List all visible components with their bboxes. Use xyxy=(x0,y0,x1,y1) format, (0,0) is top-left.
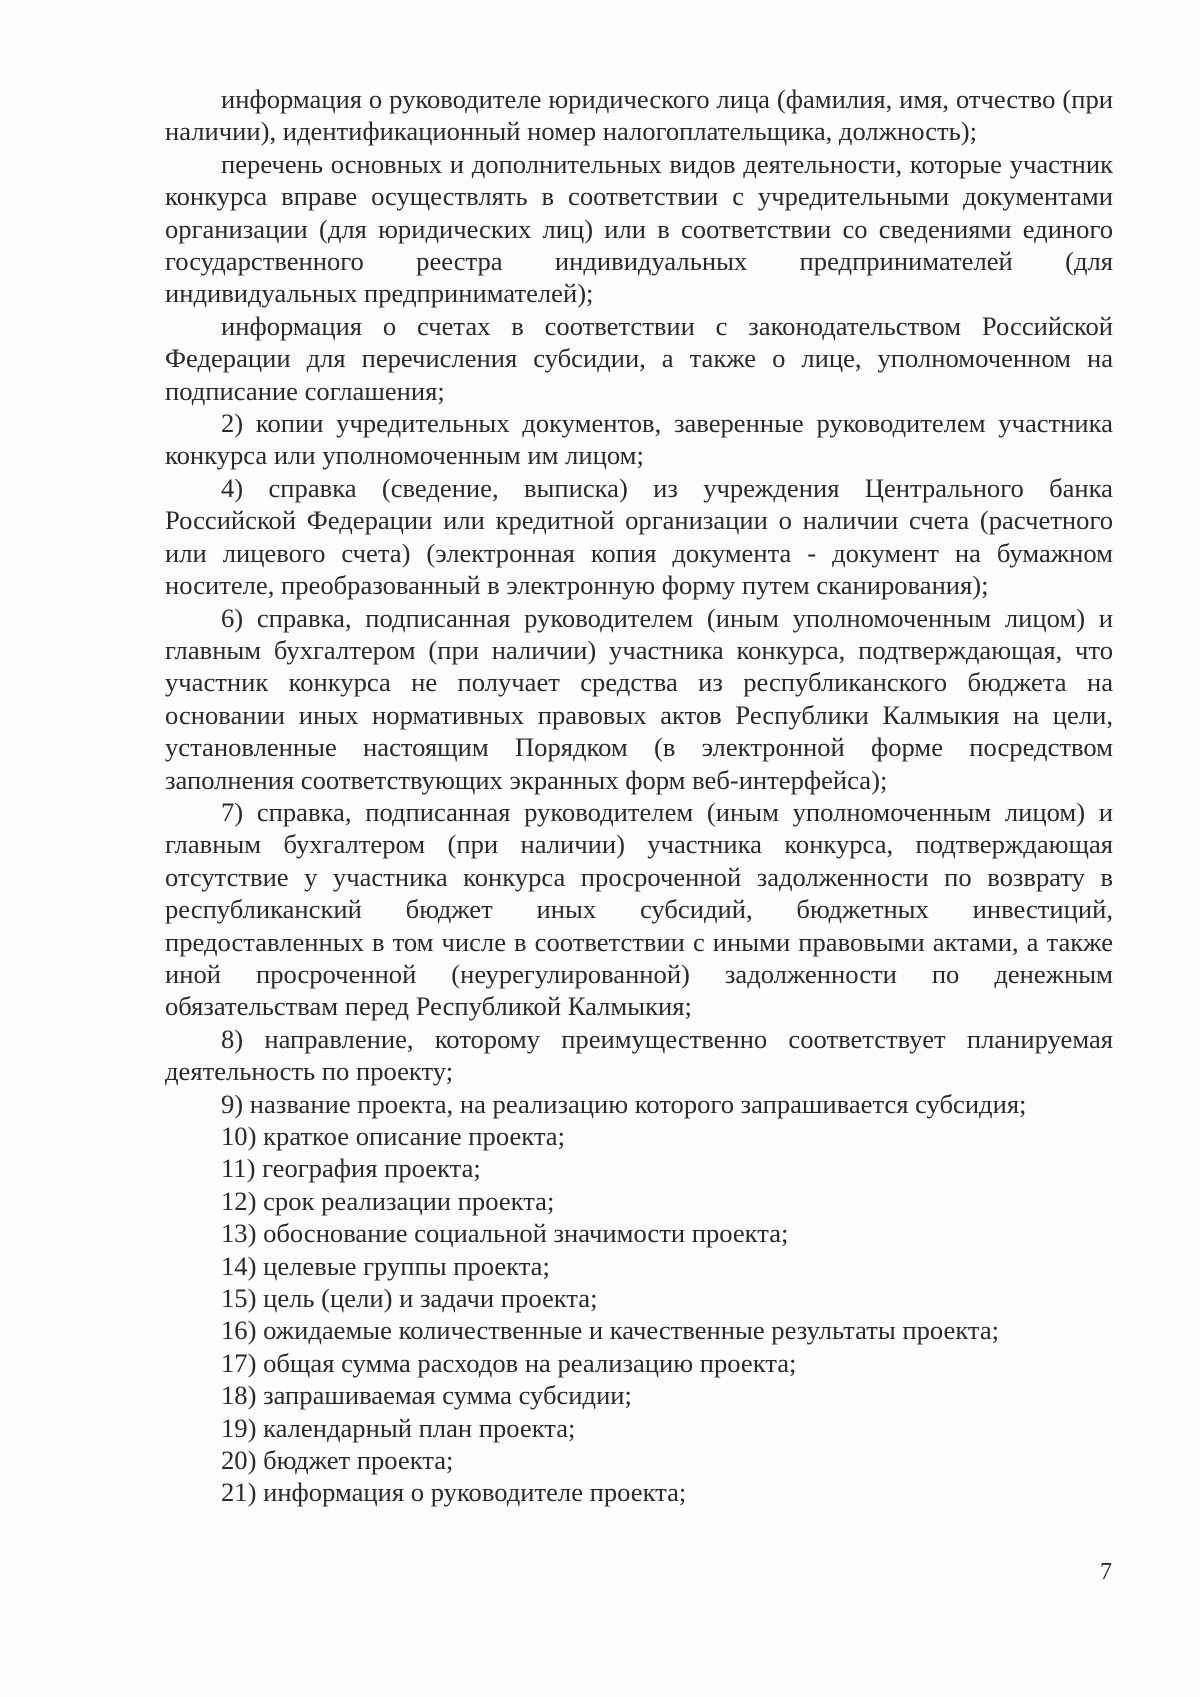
list-item-11: 11) география проекта; xyxy=(221,1153,481,1184)
list-item-16: 16) ожидаемые количественные и качественные результаты проекта; xyxy=(221,1315,1000,1346)
paragraph-item-4: 4) справка (сведение, выписка) из учреждения Центрального банка Российской Федерации или кредитной организации о наличии счета (расчетного или лицевого счета) (электронная копия документа - документ на бумажном носителе, преобразованный в электронную форму путем сканирования); xyxy=(165,472,1113,601)
list-item-13: 13) обоснование социальной значимости проекта; xyxy=(221,1218,789,1249)
list-item-19: 19) календарный план проекта; xyxy=(221,1412,576,1443)
list-item-14: 14) целевые группы проекта; xyxy=(221,1250,550,1281)
list-item-12: 12) срок реализации проекта; xyxy=(221,1185,555,1216)
document-body xyxy=(165,83,1113,1509)
list-item-10: 10) краткое описание проекта; xyxy=(221,1121,565,1151)
list-item-21: 21) информация о руководителе проекта; xyxy=(221,1477,687,1508)
paragraph-item-6: 6) справка, подписанная руководителем (иным уполномоченным лицом) и главным бухгалтером (при наличии) участника конкурса, подтверждающая, что участник конкурса не получает средства из республиканского бюджета на основании иных нормативных правовых актов Республики Калмыкия на цели, установленные настоящим Порядком (в электронной форме посредством заполнения соответствующих экранных форм веб-интерфейса); xyxy=(165,602,1113,795)
paragraph-head-info: информация о руководителе юридического лица (фамилия, имя, отчество (при наличии), идентификационный номер налогоплательщика, должность); xyxy=(165,84,1113,147)
paragraph-item-2: 2) копии учредительных документов, заверенные руководителем участника конкурса или уполномоченным им лицом; xyxy=(165,408,1113,471)
list-item-17: 17) общая сумма расходов на реализацию проекта; xyxy=(221,1347,797,1378)
page-number: 7 xyxy=(1100,1559,1112,1585)
list-item-15: 15) цель (цели) и задачи проекта; xyxy=(221,1283,598,1314)
paragraph-item-7: 7) справка, подписанная руководителем (иным уполномоченным лицом) и главным бухгалтером (при наличии) участника конкурса, подтверждающая отсутствие у участника конкурса просроченной задолженности по возврату в республиканский бюджет иных субсидий, бюджетных инвестиций, предоставленных в том числе в соответствии с иными правовыми актами, а также иной просроченной (неурегулированной) задолженности по денежным обязательствам перед Республикой Калмыкия; xyxy=(165,796,1113,1022)
list-item-18: 18) запрашиваемая сумма субсидии; xyxy=(221,1380,632,1411)
paragraph-accounts-info: информация о счетах в соответствии с законодательством Российской Федерации для перечисления субсидии, а также о лице, уполномоченном на подписание соглашения; xyxy=(165,310,1113,406)
paragraph-item-8: 8) направление, которому преимущественно соответствует планируемая деятельность по проекту; xyxy=(165,1023,1113,1087)
list-item-9: 9) название проекта, на реализацию которого запрашивается субсидия; xyxy=(221,1088,1027,1119)
paragraph-activity-list: перечень основных и дополнительных видов деятельности, которые участник конкурса вправе осуществлять в соответствии с учредительными документами организации (для юридических лиц) или в соответствии со сведениями единого государственного реестра индивидуальных предпринимателей (для индивидуальных предпринимателей); xyxy=(165,148,1113,309)
list-item-20: 20) бюджет проекта; xyxy=(221,1445,454,1476)
